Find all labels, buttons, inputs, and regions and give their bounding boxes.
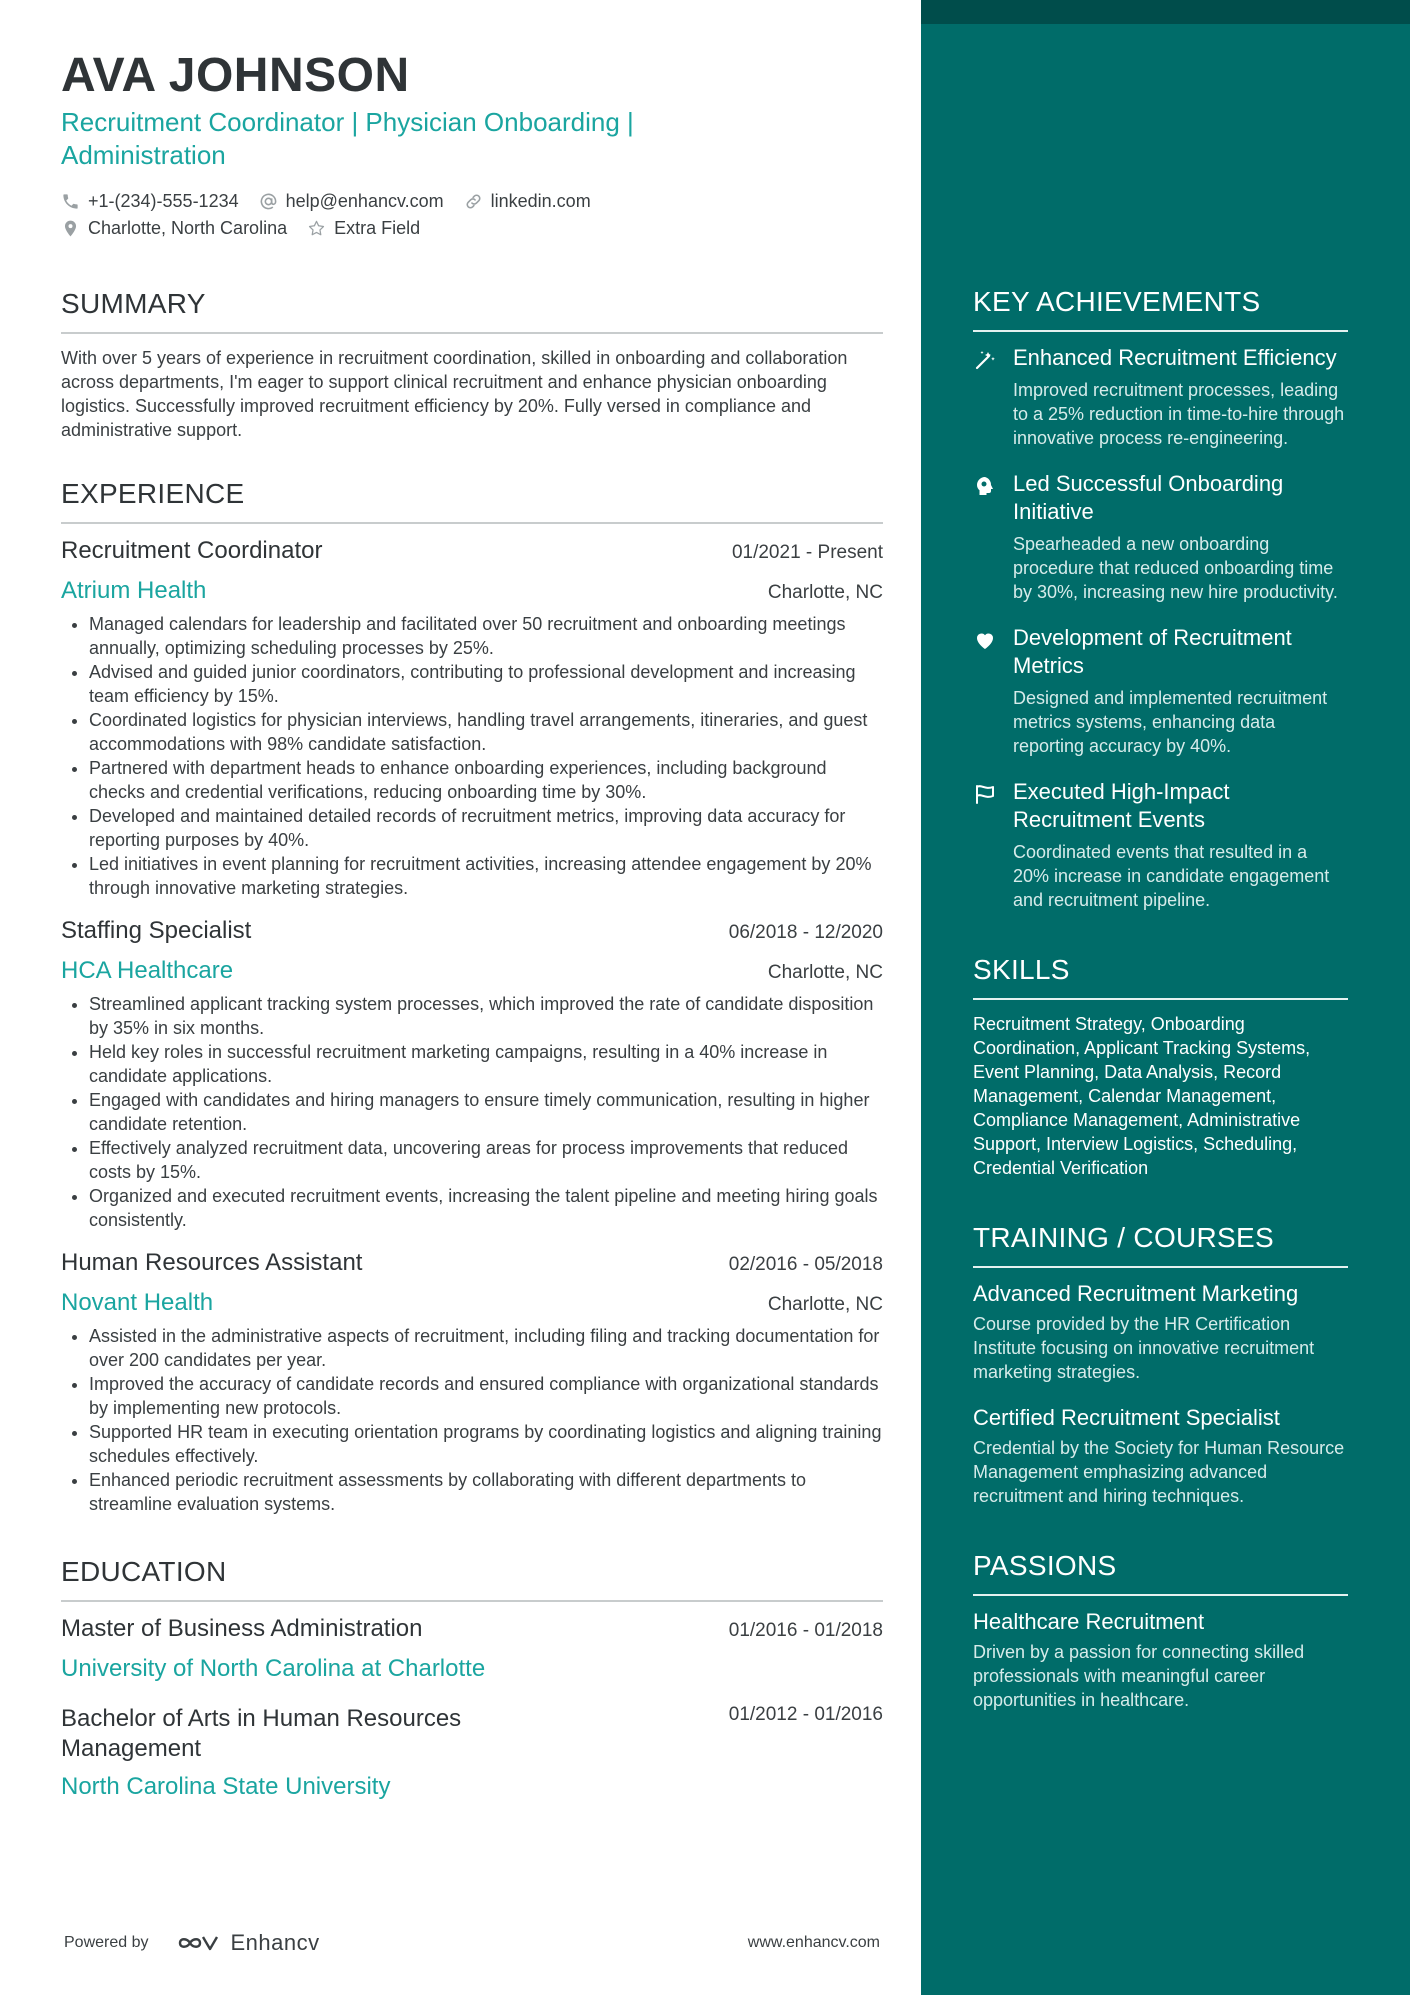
achievement-item bbox=[973, 344, 1348, 450]
achievement-item bbox=[973, 778, 1348, 912]
brand-block[interactable] bbox=[64, 1930, 320, 1956]
bullet-item: • Managed calendars for leadership and facilitated over 50 recruitment and onboarding meetings annually, optimizing scheduling processes by 25%. bbox=[89, 612, 883, 660]
course-desc: Course provided by the HR Certification Institute focusing on innovative recruitment marketing strategies. bbox=[973, 1314, 1315, 1382]
job-company: Atrium Health bbox=[61, 577, 207, 604]
education-heading: EDUCATION bbox=[61, 1554, 883, 1602]
passion-item bbox=[973, 1608, 1348, 1712]
job-entry bbox=[61, 916, 883, 1232]
sidebar bbox=[921, 0, 1410, 1995]
degree-title: Bachelor of Arts in Human Resources Management bbox=[61, 1705, 462, 1762]
degree-title: Master of Business Administration bbox=[61, 1615, 423, 1642]
job-company: HCA Healthcare bbox=[61, 957, 234, 984]
course-desc: Credential by the Society for Human Resource Management emphasizing advanced recruitment and hiring techniques. bbox=[973, 1438, 1345, 1506]
link-icon bbox=[464, 192, 483, 211]
bullet-item: • Developed and maintained detailed records of recruitment metrics, improving data accuracy for reporting purposes by 40%. bbox=[89, 804, 883, 852]
school-name: North Carolina State University bbox=[61, 1773, 391, 1800]
job-bullets bbox=[61, 992, 883, 1232]
heart-icon bbox=[973, 628, 997, 652]
bullet-item: • Organized and executed recruitment events, increasing the talent pipeline and meeting hiring goals consistently. bbox=[89, 1184, 883, 1232]
achievement-desc: Improved recruitment processes, leading to a 25% reduction in time-to-hire through innovative process re-engineering. bbox=[1013, 380, 1345, 448]
brain-icon bbox=[973, 474, 997, 498]
achievement-title: Development of Recruitment Metrics bbox=[1013, 625, 1292, 678]
phone-icon bbox=[61, 192, 80, 211]
job-date: 01/2021 - Present bbox=[731, 542, 883, 563]
bullet-item: • Partnered with department heads to enhance onboarding experiences, including background checks and credential verifications, reducing onboarding time by 30%. bbox=[89, 756, 883, 804]
achievement-title: Enhanced Recruitment Efficiency bbox=[1013, 345, 1337, 370]
extra-text: Extra Field bbox=[334, 218, 421, 238]
skills-heading: SKILLS bbox=[973, 952, 1348, 1000]
course-item bbox=[973, 1404, 1348, 1508]
passions-section bbox=[973, 1548, 1348, 1712]
contact-email[interactable] bbox=[259, 191, 444, 212]
bullet-item: • Improved the accuracy of candidate records and ensured compliance with organizational standards by implementing new protocols. bbox=[89, 1372, 883, 1420]
course-title: Certified Recruitment Specialist bbox=[973, 1405, 1280, 1430]
bullet-item: • Advised and guided junior coordinators, contributing to professional development and increasing team efficiency by 15%. bbox=[89, 660, 883, 708]
bullet-item: • Supported HR team in executing orientation programs by coordinating logistics and aligning training schedules effectively. bbox=[89, 1420, 883, 1468]
candidate-name: AVA JOHNSON bbox=[61, 49, 410, 102]
contact-location bbox=[61, 218, 287, 239]
at-icon bbox=[259, 192, 278, 211]
job-entry bbox=[61, 1248, 883, 1516]
achievement-desc: Designed and implemented recruitment metrics systems, enhancing data reporting accuracy by 40%. bbox=[1013, 688, 1328, 756]
education-date: 01/2016 - 01/2018 bbox=[728, 1620, 883, 1641]
bullet-item: • Held key roles in successful recruitment marketing campaigns, resulting in a 40% increase in candidate applications. bbox=[89, 1040, 883, 1088]
job-location: Charlotte, NC bbox=[767, 1294, 883, 1315]
experience-section bbox=[61, 476, 883, 1516]
training-section bbox=[973, 1220, 1348, 1508]
contact-extra bbox=[307, 218, 420, 239]
passion-desc: Driven by a passion for connecting skilled professionals with meaningful career opportunities in healthcare. bbox=[973, 1642, 1305, 1710]
education-entry bbox=[61, 1614, 883, 1684]
email-text: help@enhancv.com bbox=[285, 191, 444, 211]
bullet-item: • Engaged with candidates and hiring managers to ensure timely communication, resulting in higher candidate retention. bbox=[89, 1088, 883, 1136]
achievement-title: Executed High-Impact Recruitment Events bbox=[1013, 779, 1230, 832]
contact-phone[interactable] bbox=[61, 191, 239, 212]
contact-info bbox=[61, 188, 883, 242]
summary-section bbox=[61, 286, 883, 442]
education-entry bbox=[61, 1704, 883, 1802]
job-company: Novant Health bbox=[61, 1289, 214, 1316]
passion-title: Healthcare Recruitment bbox=[973, 1609, 1205, 1634]
job-title: Human Resources Assistant bbox=[61, 1249, 363, 1276]
magic-wand-icon bbox=[973, 348, 997, 372]
course-item bbox=[973, 1280, 1348, 1384]
bullet-item: • Assisted in the administrative aspects of recruitment, including filing and tracking documentation for over 200 candidates per year. bbox=[89, 1324, 883, 1372]
job-location: Charlotte, NC bbox=[767, 962, 883, 983]
passions-heading: PASSIONS bbox=[973, 1548, 1348, 1596]
achievement-desc: Spearheaded a new onboarding procedure that reduced onboarding time by 30%, increasing new hire productivity. bbox=[1013, 534, 1338, 602]
bullet-item: • Enhanced periodic recruitment assessments by collaborating with different departments to streamline evaluation systems. bbox=[89, 1468, 883, 1516]
skills-section bbox=[973, 952, 1348, 1180]
skills-text: Recruitment Strategy, Onboarding Coordination, Applicant Tracking Systems, Event Planning, Data Analysis, Record Management, Calendar Management, Compliance Management, Administrative Support, Interview Logistics, Scheduling, Credential Verification bbox=[973, 1014, 1311, 1178]
phone-text: +1-(234)-555-1234 bbox=[88, 191, 239, 211]
job-bullets bbox=[61, 612, 883, 900]
flag-icon bbox=[973, 782, 997, 806]
star-icon bbox=[307, 219, 326, 238]
contact-linkedin[interactable] bbox=[464, 191, 591, 212]
website-link[interactable]: www.enhancv.com bbox=[747, 1934, 880, 1951]
bullet-item: • Effectively analyzed recruitment data, uncovering areas for process improvements that reduced costs by 15%. bbox=[89, 1136, 883, 1184]
job-title: Recruitment Coordinator bbox=[61, 537, 323, 564]
job-title: Staffing Specialist bbox=[61, 917, 252, 944]
achievement-desc: Coordinated events that resulted in a 20% increase in candidate engagement and recruitment pipeline. bbox=[1013, 842, 1330, 910]
candidate-title: Recruitment Coordinator | Physician Onboarding | Administration bbox=[61, 107, 634, 170]
job-date: 06/2018 - 12/2020 bbox=[728, 922, 883, 943]
brand-name: Enhancv bbox=[230, 1930, 320, 1955]
enhancv-logo-icon bbox=[177, 1931, 223, 1955]
achievement-item bbox=[973, 470, 1348, 604]
sidebar-top-bar bbox=[921, 0, 1410, 24]
footer bbox=[64, 1930, 880, 1956]
experience-heading: EXPERIENCE bbox=[61, 476, 883, 524]
job-location: Charlotte, NC bbox=[767, 582, 883, 603]
job-date: 02/2016 - 05/2018 bbox=[728, 1254, 883, 1275]
summary-text: With over 5 years of experience in recruitment coordination, skilled in onboarding and collaboration across departments, I'm eager to support clinical recruitment and enhance physician onboarding logistics. Successfully improved recruitment efficiency by 20%. Fully versed in compliance and administrative support. bbox=[61, 348, 848, 440]
linkedin-text: linkedin.com bbox=[490, 191, 591, 211]
powered-by-label: Powered by bbox=[64, 1934, 149, 1951]
school-name: University of North Carolina at Charlotte bbox=[61, 1655, 486, 1682]
location-pin-icon bbox=[61, 219, 80, 238]
course-title: Advanced Recruitment Marketing bbox=[973, 1281, 1299, 1306]
summary-heading: SUMMARY bbox=[61, 286, 883, 334]
bullet-item: • Led initiatives in event planning for recruitment activities, increasing attendee engagement by 20% through innovative marketing strategies. bbox=[89, 852, 883, 900]
achievements-section bbox=[973, 284, 1348, 912]
achievement-title: Led Successful Onboarding Initiative bbox=[1013, 471, 1284, 524]
job-entry bbox=[61, 536, 883, 900]
bullet-item: • Coordinated logistics for physician interviews, handling travel arrangements, itineraries, and guest accommodations with 98% candidate satisfaction. bbox=[89, 708, 883, 756]
job-bullets bbox=[61, 1324, 883, 1516]
achievements-heading: KEY ACHIEVEMENTS bbox=[973, 284, 1348, 332]
education-date: 01/2012 - 01/2016 bbox=[728, 1704, 883, 1725]
bullet-item: • Streamlined applicant tracking system processes, which improved the rate of candidate disposition by 35% in six months. bbox=[89, 992, 883, 1040]
training-heading: TRAINING / COURSES bbox=[973, 1220, 1348, 1268]
education-section bbox=[61, 1554, 883, 1802]
location-text: Charlotte, North Carolina bbox=[88, 218, 288, 238]
achievement-item bbox=[973, 624, 1348, 758]
